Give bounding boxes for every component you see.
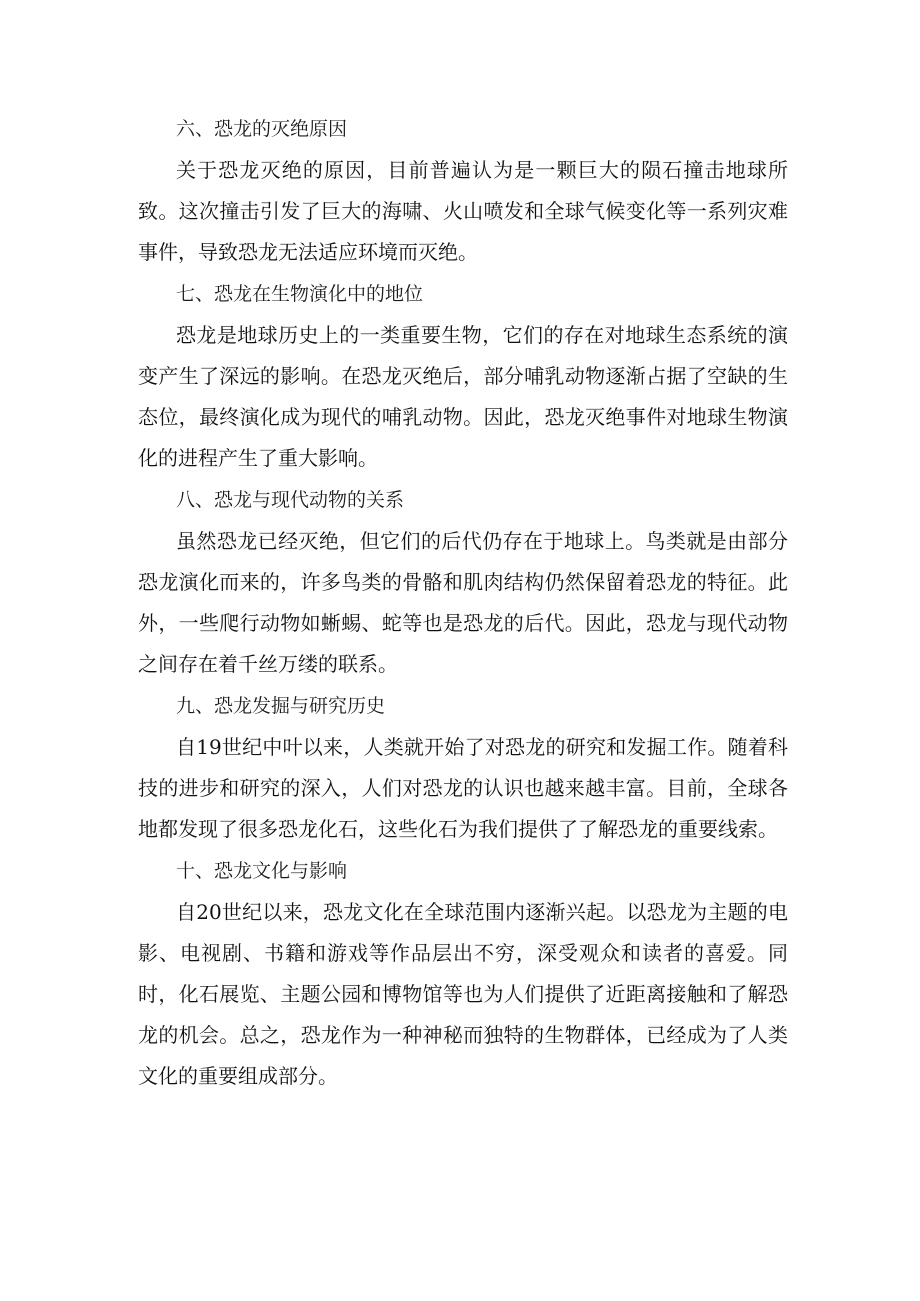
section-paragraph: 自20世纪以来，恐龙文化在全球范围内逐渐兴起。以恐龙为主题的电影、电视剧、书籍和游戏等作品层出不穷，深受观众和读者的喜爱。同时，化石展览、主题公园和博物馆等也为人们提供了近距离接触和了解恐龙的机会。总之，恐龙作为一种神秘而独特的生物群体，已经成为了人类文化的重要组成部分。 [138,900,788,1088]
section-heading: 十、恐龙文化与影响 [176,860,348,882]
section-modern-animals [138,479,788,685]
section-paragraph: 自19世纪中叶以来，人类就开始了对恐龙的研究和发掘工作。随着科技的进步和研究的深入，人们对恐龙的认识也越来越丰富。目前，全球各地都发现了很多恐龙化石，这些化石为我们提供了了解恐龙的重要线索。 [138,735,788,841]
section-evolution-status [138,273,788,479]
section-heading: 九、恐龙发掘与研究历史 [176,695,386,717]
section-extinction-causes [138,108,788,273]
section-paragraph: 关于恐龙灭绝的原因，目前普遍认为是一颗巨大的陨石撞击地球所致。这次撞击引发了巨大的海啸、火山喷发和全球气候变化等一系列灾难事件，导致恐龙无法适应环境而灭绝。 [138,158,788,264]
section-heading: 七、恐龙在生物演化中的地位 [176,283,424,305]
section-heading: 六、恐龙的灭绝原因 [176,118,348,140]
section-paragraph: 虽然恐龙已经灭绝，但它们的后代仍存在于地球上。鸟类就是由部分恐龙演化而来的，许多鸟类的骨骼和肌肉结构仍然保留着恐龙的特征。此外，一些爬行动物如蜥蜴、蛇等也是恐龙的后代。因此，恐龙与现代动物之间存在着千丝万缕的联系。 [138,529,788,676]
section-culture-influence [138,850,788,1097]
section-heading: 八、恐龙与现代动物的关系 [176,489,405,511]
section-paragraph: 恐龙是地球历史上的一类重要生物，它们的存在对地球生态系统的演变产生了深远的影响。在恐龙灭绝后，部分哺乳动物逐渐占据了空缺的生态位，最终演化成为现代的哺乳动物。因此，恐龙灭绝事件对地球生物演化的进程产生了重大影响。 [138,323,788,470]
section-excavation-history [138,685,788,850]
